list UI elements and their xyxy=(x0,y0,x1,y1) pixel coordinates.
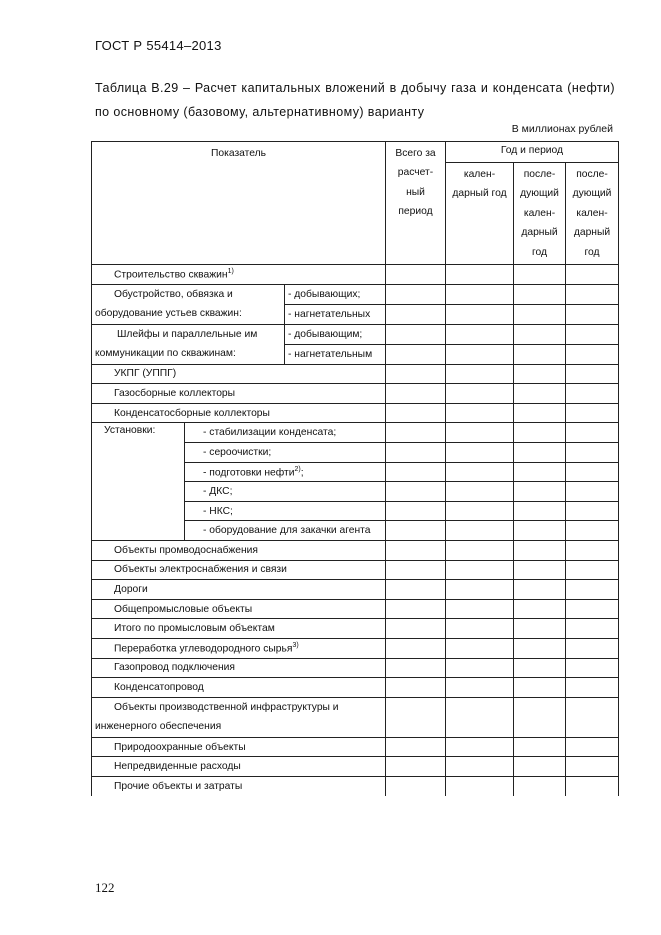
row-label: Непредвиденные расходы xyxy=(92,757,386,777)
row-label: Общепромысловые объекты xyxy=(92,599,386,619)
col-header-year-period: Год и период xyxy=(446,142,619,163)
col-header-calendar-year: кален- дарный год xyxy=(446,163,514,265)
row-label: Объекты промводоснабжения xyxy=(92,540,386,560)
table-row xyxy=(92,757,619,777)
row-label: Установки: xyxy=(92,423,185,541)
table-caption: Таблица В.29 – Расчет капитальных вложений в добычу газа и конденсата (нефти) по основному (базовому, альтернативному) варианту xyxy=(95,81,615,119)
row-label: Объекты электроснабжения и связи xyxy=(92,560,386,580)
table-row xyxy=(92,619,619,639)
row-sublabel: - сероочистки; xyxy=(185,443,386,463)
row-sublabel: - оборудование для закачки агента xyxy=(185,521,386,541)
row-sublabel: - ДКС; xyxy=(185,482,386,502)
col-header-next-year-2: после- дующий кален- дарный год xyxy=(566,163,619,265)
row-sublabel: - нагнетательных xyxy=(285,304,386,324)
row-sublabel: - стабилизации конденсата; xyxy=(185,423,386,443)
row-label: Конденсатосборные коллекторы xyxy=(92,403,386,423)
row-label: Дороги xyxy=(92,580,386,600)
row-label: Конденсатопровод xyxy=(92,678,386,698)
row-label: Переработка углеводородного сырья$^{3)}$ xyxy=(92,638,386,658)
table-row xyxy=(92,580,619,600)
row-label: Газосборные коллекторы xyxy=(92,384,386,404)
row-label: Шлейфы и параллельные им коммуникации по скважинам: xyxy=(92,324,285,364)
table-row xyxy=(92,776,619,796)
row-label: Обустройство, обвязка и оборудование устьев скважин: xyxy=(92,284,285,324)
row-sublabel: - нагнетательным xyxy=(285,344,386,364)
table-row xyxy=(92,560,619,580)
row-sublabel: - подготовки нефти$^{2)}$; xyxy=(185,462,386,482)
row-label: Газопровод подключения xyxy=(92,658,386,678)
table-row xyxy=(92,265,619,285)
table-row xyxy=(92,737,619,757)
capital-investment-table xyxy=(91,141,619,796)
document-code: ГОСТ Р 55414–2013 xyxy=(95,38,222,53)
table-row xyxy=(92,384,619,404)
table-row xyxy=(92,403,619,423)
row-label: Природоохранные объекты xyxy=(92,737,386,757)
row-label: Объекты производственной инфраструктуры и инженерного обеспечения xyxy=(92,697,386,737)
row-label: Итого по промысловым объектам xyxy=(92,619,386,639)
table-row xyxy=(92,678,619,698)
row-sublabel: - добывающих; xyxy=(285,284,386,304)
row-label: УКПГ (УППГ) xyxy=(92,364,386,384)
row-sublabel: - НКС; xyxy=(185,501,386,521)
units-note: В миллионах рублей xyxy=(511,123,613,135)
table-row xyxy=(92,324,619,344)
table-row xyxy=(92,638,619,658)
page-number: 122 xyxy=(95,880,115,895)
col-header-indicator: Показатель xyxy=(92,142,386,265)
row-sublabel: - добывающим; xyxy=(285,324,386,344)
table-row xyxy=(92,284,619,304)
table-row xyxy=(92,658,619,678)
row-label: Прочие объекты и затраты xyxy=(92,776,386,796)
table-row xyxy=(92,364,619,384)
table-row xyxy=(92,697,619,737)
row-label: Строительство скважин$^{1)}$ xyxy=(92,265,386,285)
table-row xyxy=(92,540,619,560)
col-header-total: Всего за расчет- ный период xyxy=(386,142,446,265)
header-row xyxy=(92,142,619,163)
col-header-next-year-1: после- дующий кален- дарный год xyxy=(514,163,566,265)
table-row xyxy=(92,423,619,443)
table-row xyxy=(92,599,619,619)
